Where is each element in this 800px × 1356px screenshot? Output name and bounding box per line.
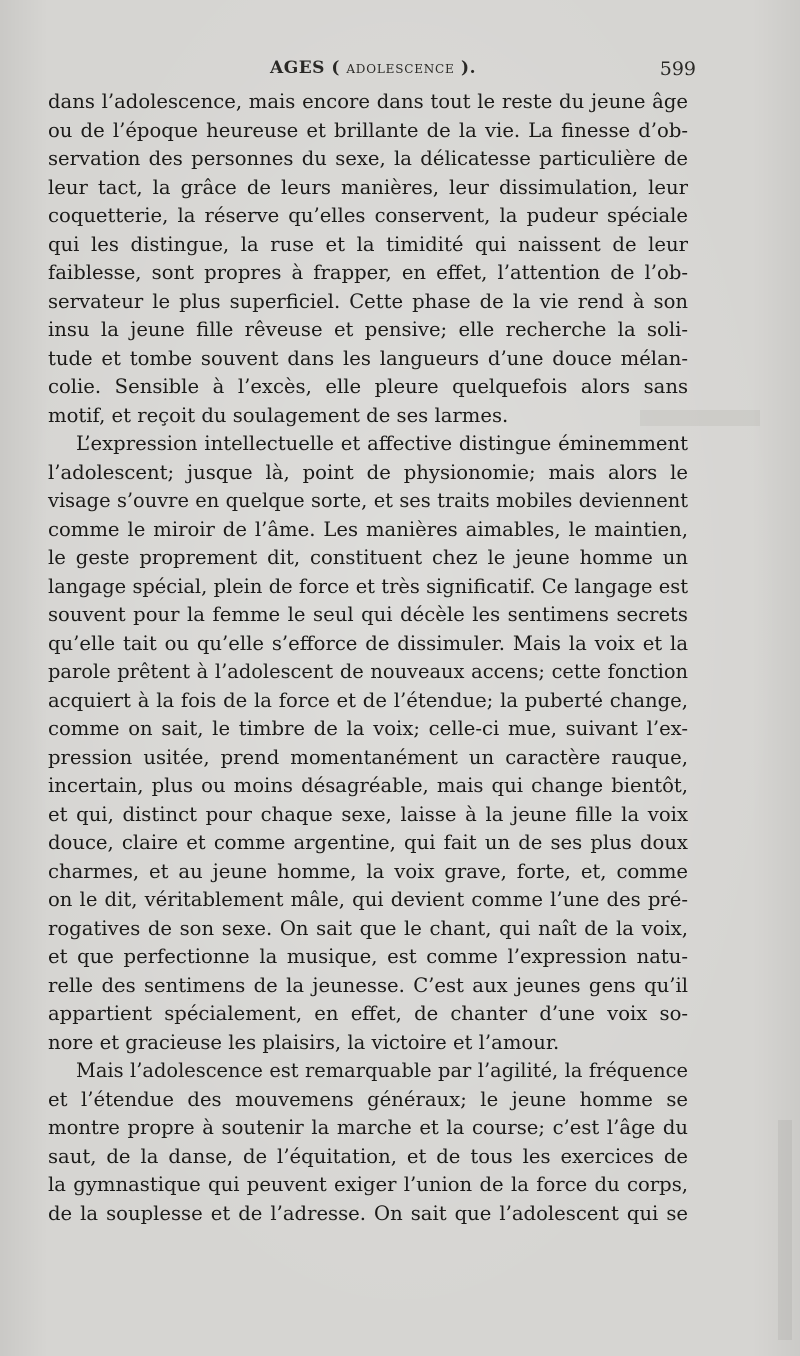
text-line: comme on sait, le timbre de la voix; celle-ci mue, suivant l’ex- [48,717,688,740]
paragraph-first-line: Mais l’adolescence est remarquable par l’agilité, la fréquence [76,1059,688,1082]
text-line: servateur le plus superficiel. Cette phase de la vie rend à son [48,289,688,313]
text-line: dans l’adolescence, mais encore dans tout le reste du jeune âge [48,90,688,113]
running-title [48,58,698,78]
text-line: on le dit, véritablement mâle, qui devient comme l’une des pré- [48,888,688,911]
text-line: faiblesse, sont propres à frapper, en effet, l’attention de l’ob- [48,261,688,284]
text-line: appartient spécialement, en effet, de chanter d’une voix so- [48,1002,688,1025]
text-line: charmes, et au jeune homme, la voix grave, forte, et, comme [48,859,688,883]
text-line: pression usitée, prend momentanément un caractère rauque, [48,745,688,769]
text-line: acquiert à la fois de la force et de l’étendue; la puberté change, [48,688,688,712]
text-line: le geste proprement dit, constituent chez le jeune homme un [48,546,688,569]
text-line: relle des sentimens de la jeunesse. C’est aux jeunes gens qu’il [48,973,688,997]
text-line: comme le miroir de l’âme. Les manières aimables, le maintien, [48,517,688,541]
text-line: parole prêtent à l’adolescent de nouveaux accens; cette fonction [48,660,688,683]
running-title-close: ). [454,58,476,78]
page-edge-shadow [778,1120,792,1340]
text-line: colie. Sensible à l’excès, elle pleure quelquefois alors sans [48,375,688,398]
text-line: et l’étendue des mouvemens généraux; le jeune homme se [48,1087,688,1111]
text-line: saut, de la danse, de l’équitation, et de tous les exercices de [48,1144,688,1168]
text-line: rogatives de son sexe. On sait que le chant, qui naît de la voix, [48,916,688,940]
text-line: la gymnastique qui peuvent exiger l’union de la force du corps, [48,1173,688,1196]
text-line: incertain, plus ou moins désagréable, mais qui change bientôt, [48,774,688,797]
text-line: et qui, distinct pour chaque sexe, laisse à la jeune fille la voix [48,802,688,826]
text-line: coquetterie, la réserve qu’elles conservent, la pudeur spéciale [48,204,688,227]
running-title-subtitle: ADOLESCENCE [346,62,455,76]
text-line: ou de l’époque heureuse et brillante de la vie. La finesse d’ob- [48,118,688,142]
text-line: insu la jeune fille rêveuse et pensive; elle recherche la soli- [48,318,688,341]
body-text [48,88,688,1228]
text-line: servation des personnes du sexe, la délicatesse particulière de [48,147,688,170]
running-title-open: ( [324,58,347,78]
text-line: nore et gracieuse les plaisirs, la victoire et l’amour. [48,1030,560,1054]
text-line: motif, et reçoit du soulagement de ses larmes. [48,403,509,427]
text-line: tude et tombe souvent dans les langueurs d’une douce mélan- [48,346,688,370]
running-title-main: AGES [270,58,325,78]
text-line: de la souplesse et de l’adresse. On sait que l’adolescent qui se [48,1201,688,1225]
paragraph-first-line: L’expression intellectuelle et affective distingue éminemment [76,432,688,455]
text-line: qu’elle tait ou qu’elle s’efforce de dissimuler. Mais la voix et la [48,631,688,655]
text-line: langage spécial, plein de force et très significatif. Ce langage est [48,574,688,598]
text-line: l’adolescent; jusque là, point de physionomie; mais alors le [48,460,688,484]
page-number: 599 [659,58,696,80]
text-line: montre propre à soutenir la marche et la course; c’est l’âge du [48,1116,688,1139]
text-line: leur tact, la grâce de leurs manières, leur dissimulation, leur [48,175,688,199]
text-line: douce, claire et comme argentine, qui fait un de ses plus doux [48,831,688,854]
text-line: souvent pour la femme le seul qui décèle les sentimens secrets [48,603,688,626]
text-line: visage s’ouvre en quelque sorte, et ses traits mobiles deviennent [48,489,688,512]
running-header [48,58,698,88]
text-line: qui les distingue, la ruse et la timidité qui naissent de leur [48,232,688,256]
text-line: et que perfectionne la musique, est comme l’expression natu- [48,945,688,968]
